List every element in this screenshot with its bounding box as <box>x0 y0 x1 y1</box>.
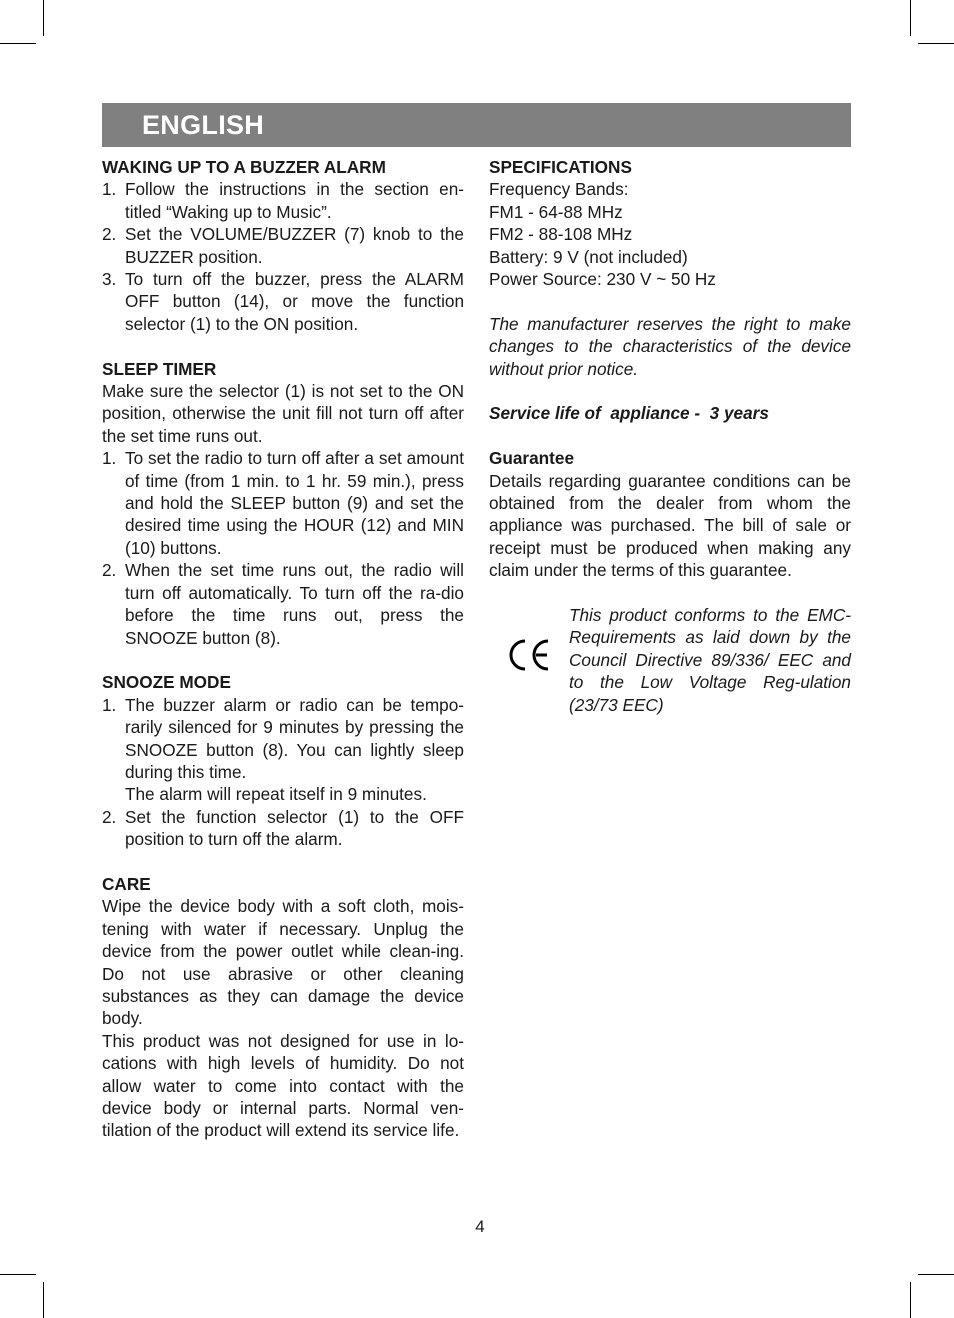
specifications-section <box>489 156 851 290</box>
list-number: 2. <box>102 560 117 581</box>
list-text: To turn off the buzzer, press the ALARM OFF button (14), or move the function selector (1) to the ON position. <box>125 269 464 334</box>
guarantee-heading: Guarantee <box>489 448 575 469</box>
list-text: Set the function selector (1) to the OFF position to turn off the alarm. <box>125 806 464 850</box>
list-item <box>102 223 464 268</box>
list-number: 3. <box>102 269 117 290</box>
manufacturer-notice: The manufacturer reserves the right to make changes to the characteristics of the device without prior notice. <box>489 313 851 379</box>
list-item <box>102 447 464 559</box>
list-item <box>102 178 464 223</box>
spacer <box>489 582 851 604</box>
spacer <box>489 425 851 447</box>
list-number: 2. <box>102 806 117 827</box>
list-item <box>102 806 464 851</box>
spacer <box>102 851 464 873</box>
crop-mark-bottom-right-h <box>918 1274 954 1275</box>
spacer <box>489 290 851 312</box>
care-paragraph-1: Wipe the device body with a soft cloth, mois-tening with water if necessary. Unplug the device from the power outlet while clean-ing. Do not use abrasive or other cleaning substances as they can damage the device body. <box>102 896 464 1029</box>
spacer <box>102 335 464 357</box>
crop-mark-top-left-v <box>43 0 44 36</box>
crop-mark-bottom-right-v <box>910 1282 911 1318</box>
sleep-timer-section <box>102 358 464 649</box>
crop-mark-bottom-left-h <box>0 1274 36 1275</box>
buzzer-alarm-heading: WAKING UP TO A BUZZER ALARM <box>102 157 386 177</box>
guarantee-section <box>489 447 851 581</box>
sleep-timer-heading: SLEEP TIMER <box>102 358 217 379</box>
ce-mark-icon <box>489 604 569 716</box>
care-paragraph-2: This product was not designed for use in lo-cations with high levels of humidity. Do not allow water to come into contact with the device body or internal parts. Normal ven-tilation of the product will extend its service life. <box>102 1030 464 1141</box>
spec-line: FM1 - 64-88 MHz <box>489 201 623 222</box>
snooze-note: The alarm will repeat itself in 9 minutes. <box>125 784 427 805</box>
list-item <box>102 694 464 784</box>
snooze-mode-heading: SNOOZE MODE <box>102 672 231 693</box>
crop-mark-top-right-v <box>910 0 911 36</box>
language-title: ENGLISH <box>142 110 265 140</box>
list-number: 1. <box>102 694 117 715</box>
guarantee-text: Details regarding guarantee conditions can be obtained from the dealer from whom the appliance was purchased. The bill of sale or receipt must be produced when making any claim under the terms of this guarantee. <box>489 470 851 581</box>
language-header-bar <box>102 103 851 147</box>
snooze-mode-section <box>102 671 464 850</box>
care-heading: CARE <box>102 873 151 894</box>
list-number: 2. <box>102 224 117 245</box>
list-text: To set the radio to turn off after a set amount of time (from 1 min. to 1 hr. 59 min.), press and hold the SLEEP button (9) and set the desired time using the HOUR (12) and MIN (10) buttons. <box>125 448 464 558</box>
spec-line: Battery: 9 V (not included) <box>489 246 688 267</box>
spec-line: Frequency Bands: <box>489 179 629 200</box>
ce-conformity-text: This product conforms to the EMC-Requirements as laid down by the Council Directive 89/336/ EEC and to the Low Voltage Reg-ulation (23/73 EEC) <box>569 605 851 715</box>
list-number: 1. <box>102 179 117 200</box>
list-item <box>102 559 464 649</box>
ce-conformity-block <box>489 604 851 716</box>
page-number: 4 <box>475 1217 485 1236</box>
list-item <box>102 268 464 335</box>
right-column <box>489 156 851 716</box>
left-column <box>102 156 464 1142</box>
crop-mark-top-left-h <box>0 43 36 44</box>
list-number: 1. <box>102 448 117 469</box>
specifications-heading: SPECIFICATIONS <box>489 157 632 177</box>
spec-line: FM2 - 88-108 MHz <box>489 224 633 245</box>
service-life: Service life of appliance - 3 years <box>489 403 769 424</box>
crop-mark-bottom-left-v <box>43 1282 44 1318</box>
list-text: When the set time runs out, the radio will turn off automatically. To turn off the ra-dio before the time runs out, press the SNOOZE button (8). <box>125 560 464 648</box>
care-section <box>102 873 464 1142</box>
spec-line: Power Source: 230 V ~ 50 Hz <box>489 269 716 290</box>
list-text: Set the VOLUME/BUZZER (7) knob to the BUZZER position. <box>125 224 464 267</box>
sleep-timer-intro: Make sure the selector (1) is not set to the ON position, otherwise the unit fill not turn off after the set time runs out. <box>102 381 464 446</box>
list-text: The buzzer alarm or radio can be tempo-rarily silenced for 9 minutes by pressing the SNOOZE button (8). You can lightly sleep during this time. <box>125 694 464 782</box>
buzzer-alarm-section <box>102 156 464 335</box>
crop-mark-top-right-h <box>918 43 954 44</box>
list-text: Follow the instructions in the section en-titled “Waking up to Music”. <box>125 179 464 222</box>
spacer <box>489 380 851 402</box>
spacer <box>102 649 464 671</box>
